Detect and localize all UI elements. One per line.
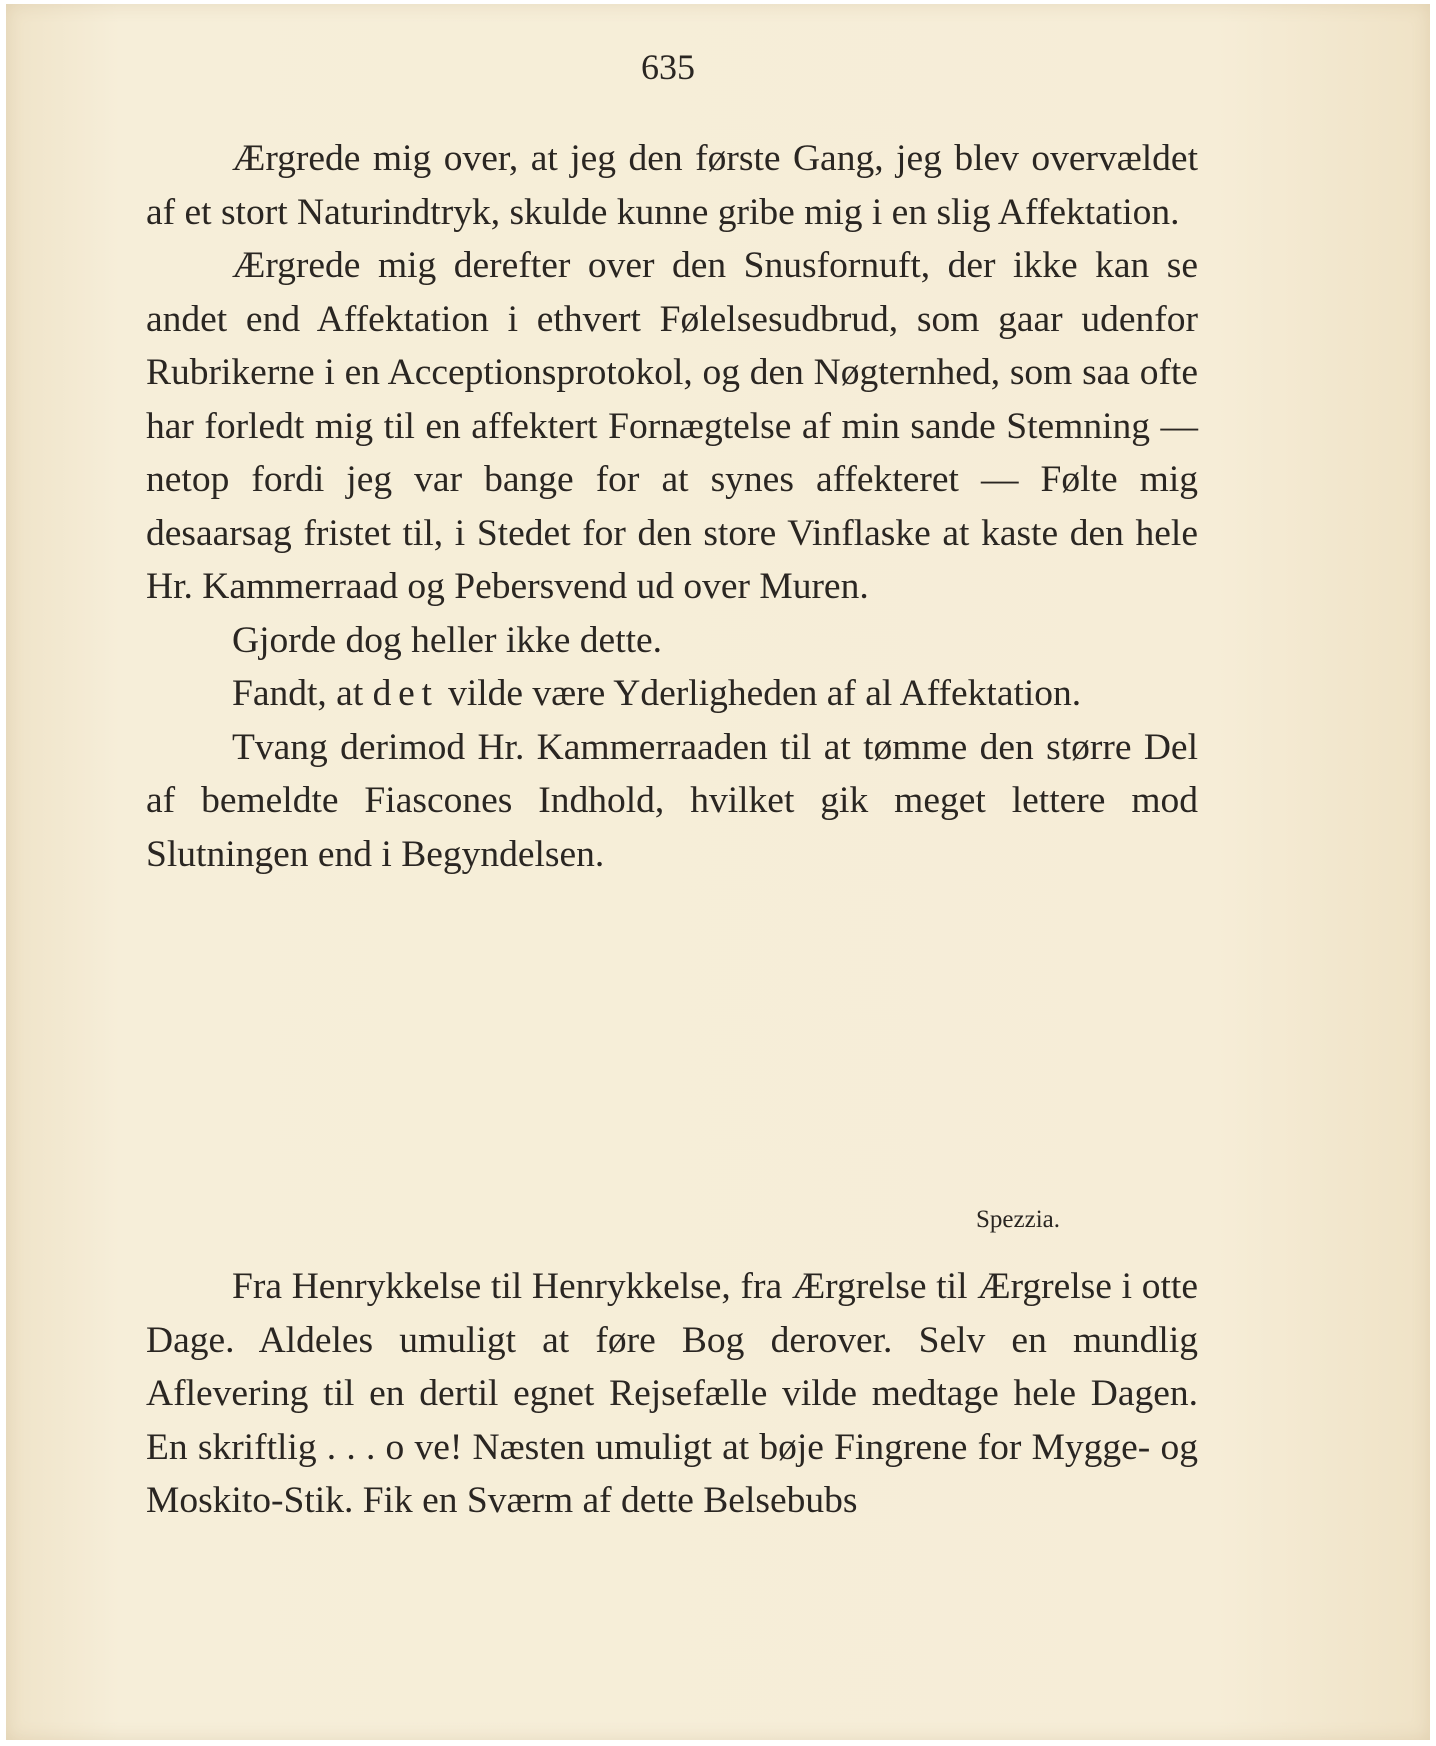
- dateline: Spezzia.: [976, 1206, 1060, 1233]
- body-text-section-2: [146, 1260, 1198, 1528]
- paragraph: [146, 667, 1198, 721]
- paragraph: Ærgrede mig over, at jeg den første Gang, jeg blev overvældet af et stort Naturindtryk, skulde kunne gribe mig i en slig Affektation.: [146, 138, 1198, 233]
- text-run: Fandt, at: [232, 673, 373, 714]
- book-page: [6, 4, 1430, 1740]
- page-number: 635: [641, 47, 695, 87]
- paragraph: Tvang derimod Hr. Kammerraaden til at tømme den større Del af bemeldte Fiascones Indhold, hvilket gik meget lettere mod Slutningen end i Begyndelsen.: [146, 726, 1198, 875]
- text-run: vilde være Yderligheden af al Affektation.: [438, 673, 1082, 714]
- emphasized-word: det: [372, 673, 439, 714]
- paragraph: Gjorde dog heller ikke dette.: [232, 619, 663, 661]
- paragraph: Fra Henrykkelse til Henrykkelse, fra Ærgrelse til Ærgrelse i otte Dage. Aldeles umuligt at føre Bog derover. Selv en mundlig Aflevering til en dertil egnet Rejsefælle vilde medtage hele Dagen. En skriftlig . . . o ve! Næsten umuligt at bøje Fingrene for Mygge- og Moskito-Stik. Fik en Sværm af dette Belsebubs: [146, 1266, 1198, 1521]
- body-text-section-1: [146, 132, 1198, 881]
- paragraph: Ærgrede mig derefter over den Snusfornuft, der ikke kan se andet end Affektation i ethvert Følelsesudbrud, som gaar udenfor Rubrikerne i en Acceptionsprotokol, og den Nøgternhed, som saa ofte har forledt mig til en affektert Fornægtelse af min sande Stemning — netop fordi jeg var bange for at synes affekteret — Følte mig desaarsag fristet til, i Stedet for den store Vinflaske at kaste den hele Hr. Kammerraad og Pebersvend ud over Muren.: [146, 245, 1198, 607]
